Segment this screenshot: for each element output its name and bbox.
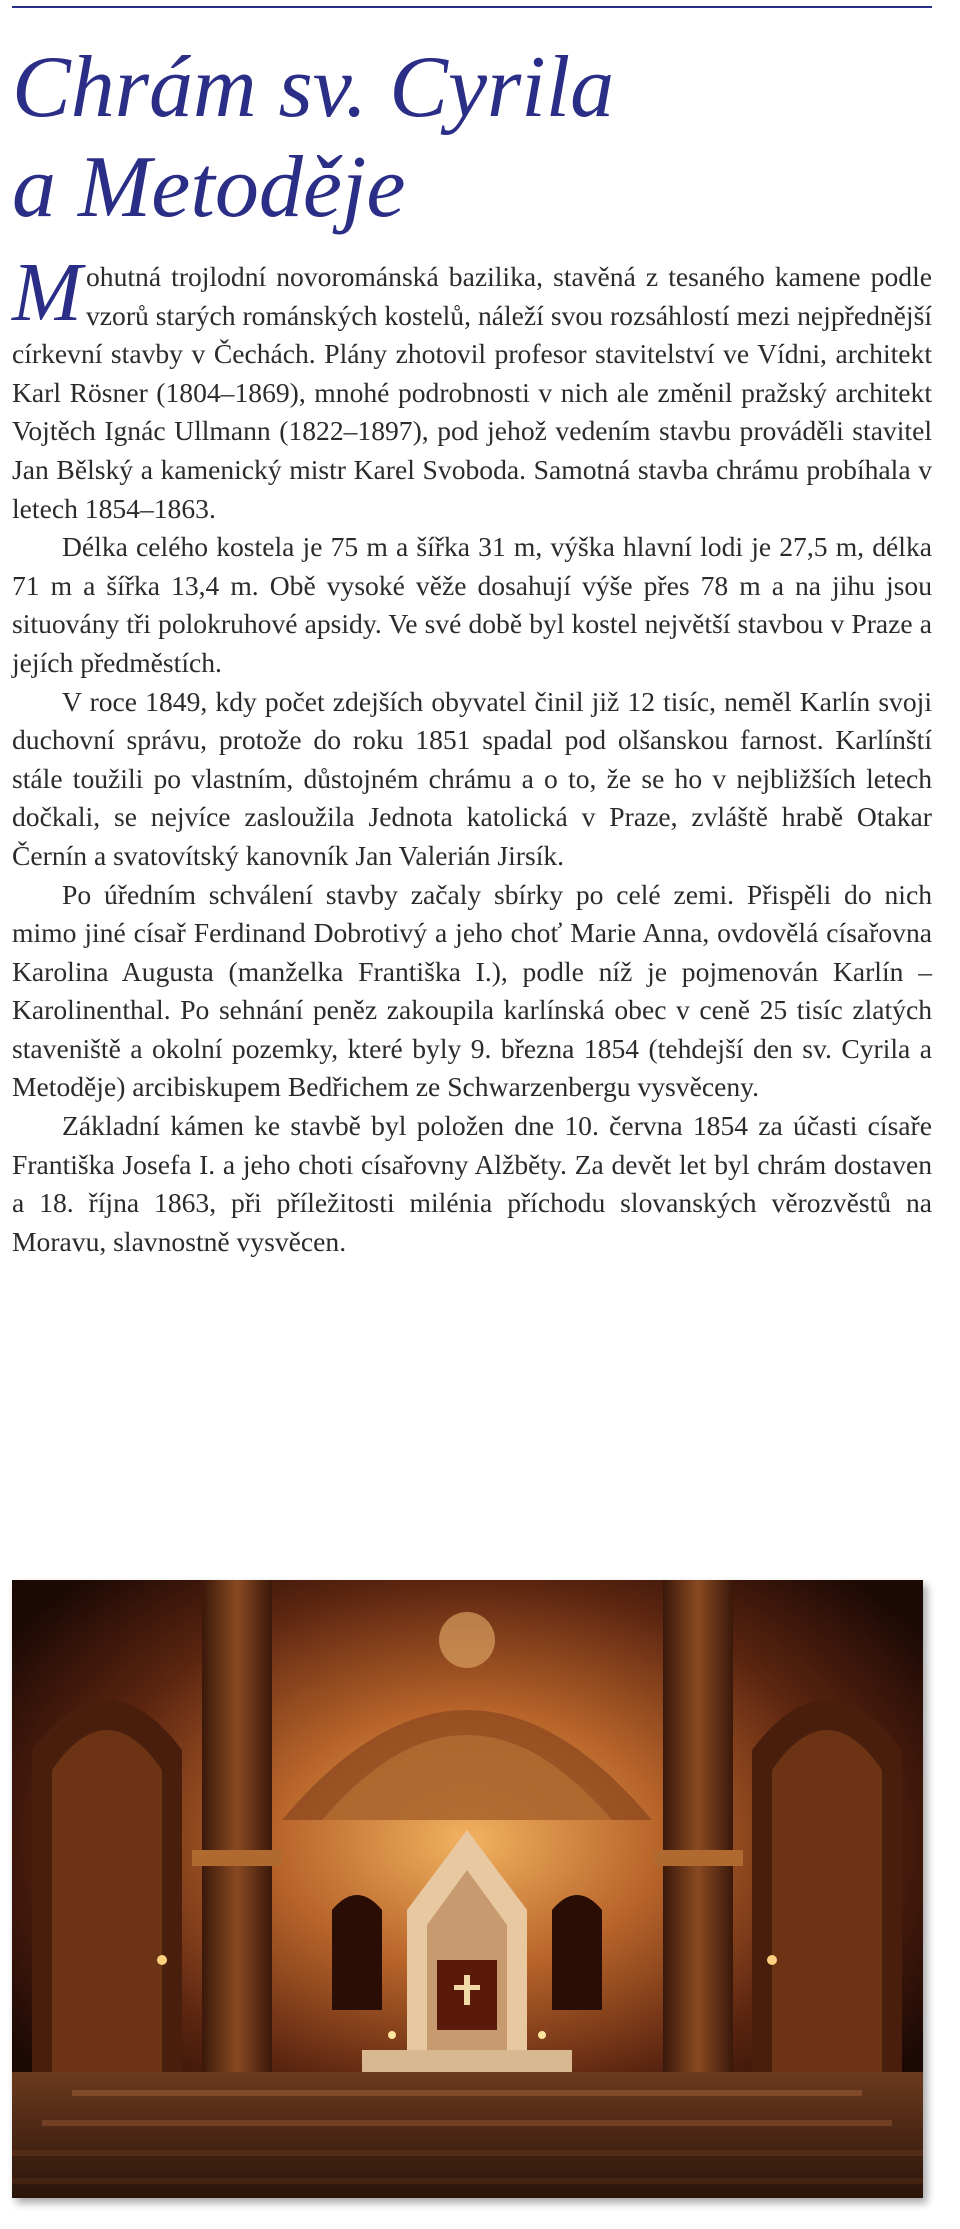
article-title xyxy=(12,38,932,238)
paragraph-1 xyxy=(12,246,932,528)
paragraph-4: Po úředním schválení stavby začaly sbírky po celé zemi. Přispěli do nich mimo jiné císař Ferdinand Dobrotivý a jeho choť Marie Anna, ovdovělá císařovna Karolina Augusta (manželka Františka I.), podle níž je pojmenován Karlín – Karolinenthal. Po sehnání peněz zakoupila karlínská obec v ceně 25 tisíc zlatých staveniště a okolní pozemky, které byly 9. března 1854 (tehdejší den sv. Cyrila a Metoděje) arcibiskupem Bedřichem ze Schwarzenbergu vysvěceny. xyxy=(12,878,932,1103)
church-interior-photo xyxy=(12,1580,923,2198)
top-rule xyxy=(12,6,932,8)
article-body xyxy=(12,246,932,1261)
title-line-2: a Metoděje xyxy=(12,139,406,236)
paragraph-5: Základní kámen ke stavbě byl položen dne 10. června 1854 za účasti císaře Františka Josefa I. a jeho choti císařovny Alžběty. Za devět let byl chrám dostaven a 18. října 1863, při příležitosti milénia příchodu slovanských věrozvěstů na Moravu, slavnostně vysvěcen. xyxy=(12,1110,932,1257)
church-interior-illustration xyxy=(12,1580,923,2198)
paragraph-2: Délka celého kostela je 75 m a šířka 31 m, výška hlavní lodi je 27,5 m, délka 71 m a šířka 13,4 m. Obě vysoké věže dosahují výše přes 78 m a na jihu jsou situovány tři polokruhové apsidy. Ve své době byl kostel největší stavbou v Praze a jejích předměstích. xyxy=(12,531,932,678)
title-line-1: Chrám sv. Cyrila xyxy=(12,39,615,136)
paragraph-3: V roce 1849, kdy počet zdejších obyvatel činil již 12 tisíc, neměl Karlín svoji duchovní správu, protože do roku 1851 spadal pod olšanskou farnost. Karlínští stále toužili po vlastním, důstojném chrámu a o to, že se ho v nejbližších letech dočkali, se nejvíce zasloužila Jednota katolická v Praze, zvláště hrabě Otakar Černín a svatovítský kanovník Jan Valerián Jirsík. xyxy=(12,685,932,871)
paragraph-1-text: ohutná trojlodní novorománská bazilika, stavěná z tesaného kamene podle vzorů starých románských kostelů, náleží svou rozsáhlostí mezi nejpřednější církevní stavby v Čechách. Plány zhotovil profesor stavitelství ve Vídni, architekt Karl Rösner (1804–1869), mnohé podrobnosti v nich ale změnil pražský architekt Vojtěch Ignác Ullmann (1822–1897), pod jehož vedením stavbu prováděli stavitel Jan Bělský a kamenický mistr Karel Svoboda. Samotná stavba chrámu probíhala v letech 1854–1863. xyxy=(12,261,932,524)
drop-cap: M xyxy=(12,246,82,339)
